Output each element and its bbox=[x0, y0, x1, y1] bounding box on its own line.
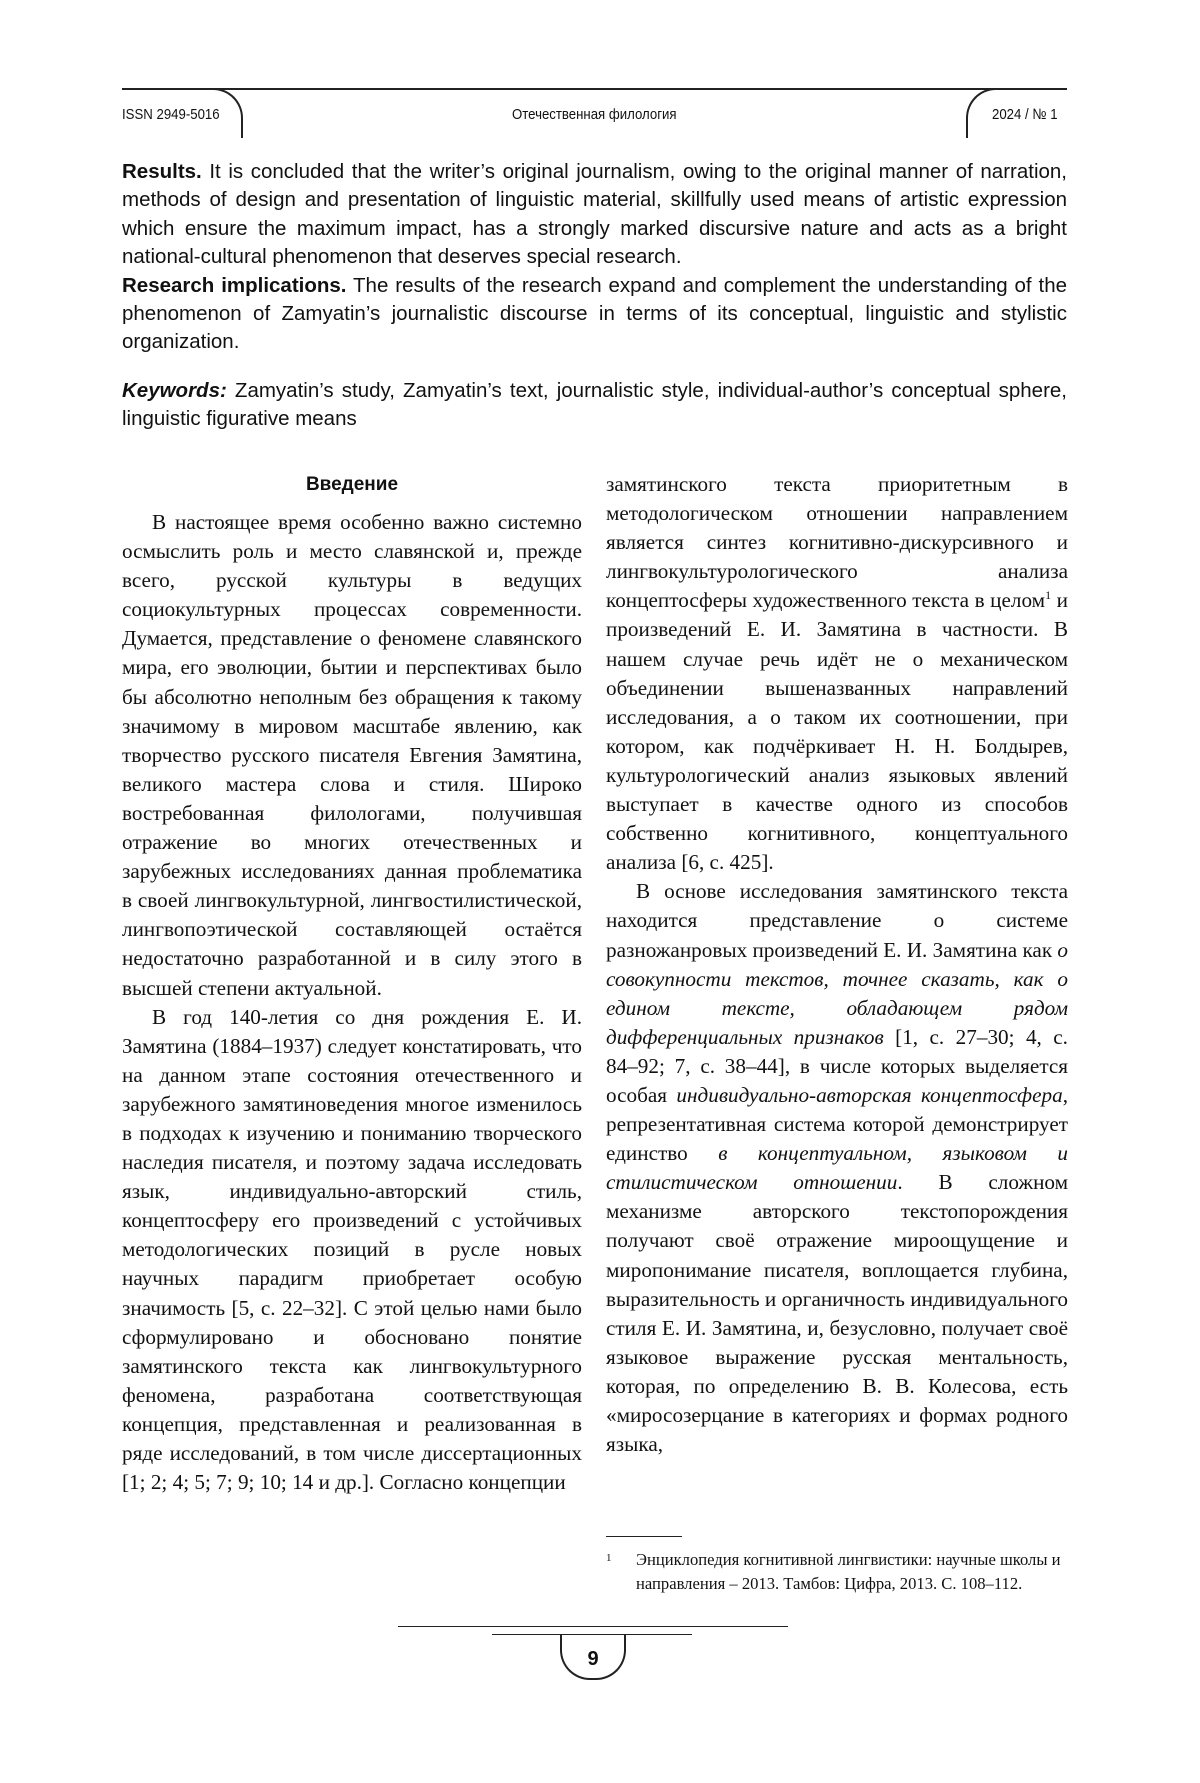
right-p2-part-c: , репрезентативная система которой демонстрирует единство bbox=[606, 1082, 1068, 1166]
abstract-results bbox=[122, 158, 1067, 357]
left-column bbox=[122, 470, 582, 1497]
right-p1-part-a: замятинского текста приоритетным в методологическом отношении направлением является синтез когнитивно-дискурсивного и лингвокультурологического анализа концептосферы художественного текста в целом bbox=[606, 472, 1068, 613]
keywords-text: Zamyatin’s study, Zamyatin’s text, journalistic style, individual-author’s conceptual sphere, linguistic figurative means bbox=[122, 379, 1067, 431]
page-number: 9 bbox=[587, 1648, 599, 1670]
section-heading: Введение bbox=[305, 474, 399, 495]
footnote-rule bbox=[606, 1536, 682, 1537]
right-paragraph-2 bbox=[606, 877, 1068, 1459]
implications-label: Research implications. bbox=[122, 273, 347, 297]
right-p2-part-a: В основе исследования замятинского текста находится представление о системе разножанровых произведений Е. И. Замятина как bbox=[606, 879, 1068, 962]
right-column bbox=[606, 470, 1068, 1459]
footnote-number: 1 bbox=[606, 1552, 612, 1564]
right-p2-italic-1: о совокупности текстов, точнее сказать, как о едином тексте, обладающем рядом дифференциальных признаков bbox=[606, 937, 1069, 1049]
header-journal-title: Отечественная филология bbox=[512, 106, 677, 123]
header-issue: 2024 / № 1 bbox=[992, 106, 1058, 123]
right-p2-italic-3: в концептуальном, языковом и стилистическом отношении bbox=[606, 1141, 1068, 1195]
right-p1-part-b: и произведений Е. И. Замятина в частности. В нашем случае речь идёт не о механическом объединении вышеназванных направлений исследования, а о таком их соотношении, при котором, как подчёркивает Н. Н. Болдырев, культурологический анализ языковых явлений выступает в качестве одного из способов собственно когнитивного, концептуального анализа [6, с. 425]. bbox=[606, 588, 1068, 875]
right-p2-part-d: . В сложном механизме авторского текстопорождения получают своё отражение мироощущение и миропонимание писателя, воплощается глубина, выразительность и органичность индивидуального стиля Е. И. Замятина, и, безусловно, получает своё языковое выражение русская ментальность, которая, по определению В. В. Колесова, есть «миросозерцание в категориях и формах родного языка, bbox=[606, 1170, 1069, 1457]
header-issn: ISSN 2949-5016 bbox=[122, 106, 220, 123]
footnote-ref: 1 bbox=[1045, 588, 1052, 603]
results-label: Results. bbox=[122, 160, 202, 183]
header-rule bbox=[122, 88, 1067, 90]
abstract-keywords bbox=[122, 377, 1067, 434]
implications-text: The results of the research expand and complement the understanding of the phenomenon of Zamyatin’s journalistic discourse in terms of its conceptual, linguistic and stylistic organization. bbox=[122, 273, 1068, 354]
footer-rule-top bbox=[398, 1626, 788, 1627]
keywords-label: Keywords: bbox=[122, 379, 227, 402]
left-paragraph-2: В год 140-летия со дня рождения Е. И. Замятина (1884–1937) следует констатировать, что на данном этапе состояния отечественного и зарубежного замятиноведения многое изменилось в подходах к изучению и пониманию творческого наследия писателя, и поэтому задача исследовать язык, индивидуально-авторский стиль, концептосферу его произведений с устойчивых методологических позиций в русле новых научных парадигм приобретает особую значимость [5, с. 22–32]. С этой целью нами было сформулировано и обосновано понятие замятинского текста как лингвокультурного феномена, разработана соответствующая концепция, представленная и реализованная в ряде исследований, в том числе диссертационных [1; 2; 4; 5; 7; 9; 10; 14 и др.]. Согласно концепции bbox=[122, 1004, 582, 1495]
right-p2-italic-2: индивидуально-авторская концептосфера bbox=[676, 1082, 1063, 1107]
left-paragraph-1: В настоящее время особенно важно системно осмыслить роль и место славянской и, прежде всего, русской культуры в ведущих социокультурных процессах современности. Думается, представление о феномене славянского мира, его эволюции, бытии и перспективах было бы абсолютно неполным без обращения к такому значимому в мировом масштабе явлению, как творчество русского писателя Евгения Замятина, великого мастера слова и стиля. Широко востребованная филологами, получившая отражение во многих отечественных и зарубежных исследованиях данная проблематика в своей лингвокультурной, лингвостилистической, лингвопоэтической составляющей остаётся недостаточно разработанной и в силу этого в высшей степени актуальной. bbox=[122, 510, 582, 1000]
results-text: It is concluded that the writer’s original journalism, owing to the original manner of narration, methods of design and presentation of linguistic material, skillfully used means of artistic expression which ensure the maximum impact, has a strongly marked discursive nature and acts as a bright national-cultural phenomenon that deserves special research. bbox=[122, 160, 1067, 269]
right-paragraph-1 bbox=[606, 470, 1068, 877]
footnote bbox=[606, 1548, 1068, 1596]
footnote-text: Энциклопедия когнитивной лингвистики: научные школы и направления – 2013. Тамбов: Цифра, 2013. С. 108–112. bbox=[636, 1550, 1061, 1593]
right-p2-part-b: [1, с. 27–30; 4, с. 84–92; 7, с. 38–44], в числе которых выделяется особая bbox=[606, 1024, 1068, 1107]
